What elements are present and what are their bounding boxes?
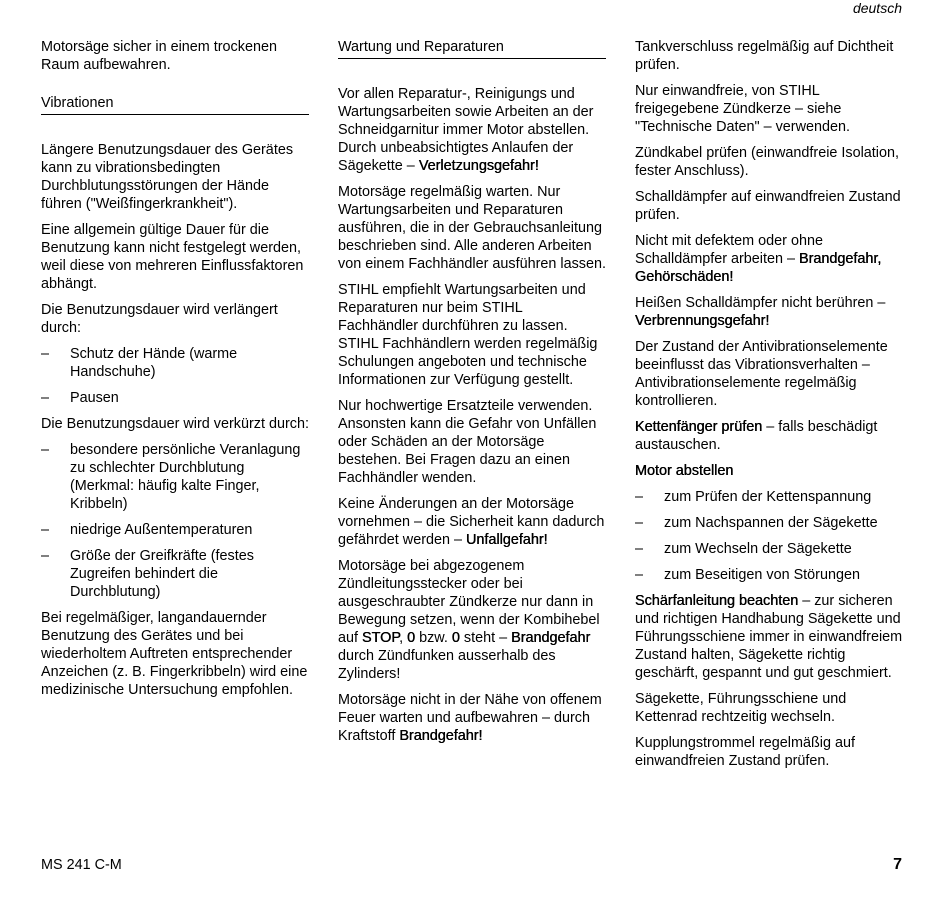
list-item-text: Pausen	[70, 390, 119, 406]
paragraph: Der Zustand der Antivibrationselemente beeinflusst das Vibrationsverhalten – Antivibrationselemente regelmäßig kontrollieren.	[635, 339, 888, 409]
section-heading-wartung: Wartung und Reparaturen	[338, 38, 606, 59]
warning-text: Unfallgefahr!	[466, 532, 548, 548]
stop-symbol-icon: 0	[451, 630, 460, 646]
paragraph: Nur hochwertige Ersatzteile verwenden. Ansonsten kann die Gefahr von Unfällen oder Schäden an der Motorsäge bestehen. Bei Fragen dazu an einen Fachhändler wenden.	[338, 398, 597, 486]
column-2	[338, 38, 606, 753]
list-item	[41, 547, 309, 601]
paragraph: Die Benutzungsdauer wird verkürzt durch:	[41, 416, 309, 432]
paragraph	[635, 592, 905, 682]
paragraph: Längere Benutzungsdauer des Gerätes kann zu vibrationsbedingten Durchblutungsstörungen der Hände führen ("Weißfingerkrankheit").	[41, 142, 294, 212]
list-item	[41, 521, 309, 539]
paragraph: Nur einwandfreie, von STIHL freigegebene Zündkerze – siehe "Technische Daten" – verwenden.	[635, 83, 851, 135]
paragraph	[338, 691, 606, 745]
paragraph-text: – zur sicheren und richtigen Handhabung Sägekette und Führungsschiene immer in einwandfreiem Zustand halten, Sägekette richtig geschärft, gespannt und gut geschmiert.	[635, 593, 903, 681]
list-item	[41, 441, 309, 513]
list-dash: –	[635, 567, 644, 583]
paragraph	[338, 85, 606, 175]
warning-text: Brandgefahr!	[399, 728, 483, 744]
list-dash: –	[41, 442, 50, 458]
language-label: deutsch	[852, 0, 902, 16]
paragraph-text: Heißen Schalldämpfer nicht berühren –	[635, 295, 886, 311]
warning-text: Verletzungsgefahr!	[418, 158, 539, 174]
paragraph: Zündkabel prüfen (einwandfreie Isolation, fester Anschluss).	[635, 145, 899, 179]
paragraph-text: Keine Änderungen an der Motorsäge vornehmen – die Sicherheit kann dadurch gefährdet werden –	[338, 496, 605, 548]
paragraph: Bei regelmäßiger, langandauernder Benutzung des Gerätes und bei wiederholtem Auftreten entsprechender Anzeichen (z. B. Fingerkribbeln) wird eine medizinische Untersuchung empfohlen.	[41, 610, 308, 698]
list-item-text: Schutz der Hände (warme Handschuhe)	[70, 346, 238, 380]
list-item	[635, 540, 905, 558]
column-3	[635, 38, 905, 778]
list-item	[41, 389, 309, 407]
model-label: MS 241 C-M	[41, 857, 122, 873]
paragraph-text: steht –	[463, 630, 508, 646]
paragraph: Eine allgemein gültige Dauer für die Benutzung kann nicht festgelegt werden, weil diese von mehreren Einflussfaktoren abhängt.	[41, 222, 304, 292]
list-item	[635, 566, 905, 584]
page-number: 7	[893, 856, 902, 873]
warning-text: Brandgefahr, Gehörschäden!	[635, 251, 882, 285]
list-item	[635, 488, 905, 506]
paragraph: Die Benutzungsdauer wird verlängert durch:	[41, 302, 278, 336]
paragraph-text: Motorsäge bei abgezogenem Zündleitungsstecker oder bei ausgeschraubter Zündkerze nur dann in Bewegung setzen, wenn der Kombihebel auf	[338, 558, 600, 646]
list-item-text: Größe der Greifkräfte (festes Zugreifen behindert die Durchblutung)	[70, 548, 254, 600]
stop-label: STOP	[362, 630, 400, 646]
paragraph: Schalldämpfer auf einwandfreien Zustand prüfen.	[635, 189, 901, 223]
list-item-text: niedrige Außentemperaturen	[70, 522, 253, 538]
warning-text: Brandgefahr	[511, 630, 591, 646]
paragraph: Motorsäge regelmäßig warten. Nur Wartungsarbeiten und Reparaturen ausführen, die in der Gebrauchsanleitung beschrieben sind. Alle anderen Arbeiten von einem Fachhändler ausführen lassen.	[338, 184, 606, 272]
paragraph: Tankverschluss regelmäßig auf Dichtheit prüfen.	[635, 39, 894, 73]
list-item	[635, 514, 905, 532]
list-item	[41, 345, 309, 381]
paragraph	[338, 495, 606, 549]
paragraph-text: – falls beschädigt austauschen.	[635, 419, 878, 453]
warning-text: Verbrennungsgefahr!	[635, 313, 770, 329]
emphasis-text: Kettenfänger prüfen	[635, 419, 763, 435]
list-item-text: zum Prüfen der Kettenspannung	[664, 489, 872, 505]
paragraph	[635, 294, 905, 330]
paragraph	[635, 232, 905, 286]
list-dash: –	[41, 346, 50, 362]
paragraph-text: Vor allen Reparatur-, Reinigungs und Wartungsarbeiten sowie Arbeiten an der Schneidgarnitur immer Motor abstellen. Durch unbeabsichtigtes Anlaufen der Sägekette –	[338, 86, 594, 174]
section-heading-vibrationen: Vibrationen	[41, 94, 309, 115]
paragraph: Sägekette, Führungsschiene und Kettenrad rechtzeitig wechseln.	[635, 691, 847, 725]
list-dash: –	[41, 522, 50, 538]
subheading-motor-abstellen: Motor abstellen	[635, 463, 734, 479]
paragraph: Motorsäge bei abgezogenem Zündleitungsstecker oder bei ausgeschraubter Zündkerze nur dann in Bewegung setzen, wenn der Kombihebel auf STOP, 0 bzw. 0 steht – Brandgefahr durch Zündfunken ausserhalb des Zylinders!	[338, 558, 600, 682]
list-dash: –	[635, 515, 644, 531]
paragraph	[635, 418, 905, 454]
list-dash: –	[41, 548, 50, 564]
paragraph: STIHL empfiehlt Wartungsarbeiten und Reparaturen nur beim STIHL Fachhändler durchführen zu lassen. STIHL Fachhändlern werden regelmäßig Schulungen angeboten und technische Informationen zur Verfügung gestellt.	[338, 282, 598, 388]
list-item-text: zum Beseitigen von Störungen	[664, 567, 860, 583]
list-dash: –	[41, 390, 50, 406]
paragraph-text: Motorsäge nicht in der Nähe von offenem Feuer warten und aufbewahren – durch Kraftstoff	[338, 692, 602, 744]
list-dash: –	[635, 541, 644, 557]
list-item-text: besondere persönliche Veranlagung zu schlechter Durchblutung (Merkmal: häufig kalte Finger, Kribbeln)	[70, 442, 301, 512]
paragraph-text: durch Zündfunken ausserhalb des Zylinders!	[338, 648, 556, 682]
paragraph-text: bzw.	[419, 630, 448, 646]
list-item-text: zum Wechseln der Sägekette	[664, 541, 852, 557]
intro-paragraph: Motorsäge sicher in einem trockenen Raum aufbewahren.	[41, 39, 277, 73]
emphasis-text: Schärfanleitung beachten	[635, 593, 799, 609]
paragraph: Kupplungstrommel regelmäßig auf einwandfreien Zustand prüfen.	[635, 735, 855, 769]
column-1	[41, 38, 309, 707]
list-item-text: zum Nachspannen der Sägekette	[664, 515, 878, 531]
zero-label: 0	[407, 630, 416, 646]
paragraph-text: Nicht mit defektem oder ohne Schalldämpfer arbeiten –	[635, 233, 823, 267]
list-dash: –	[635, 489, 644, 505]
